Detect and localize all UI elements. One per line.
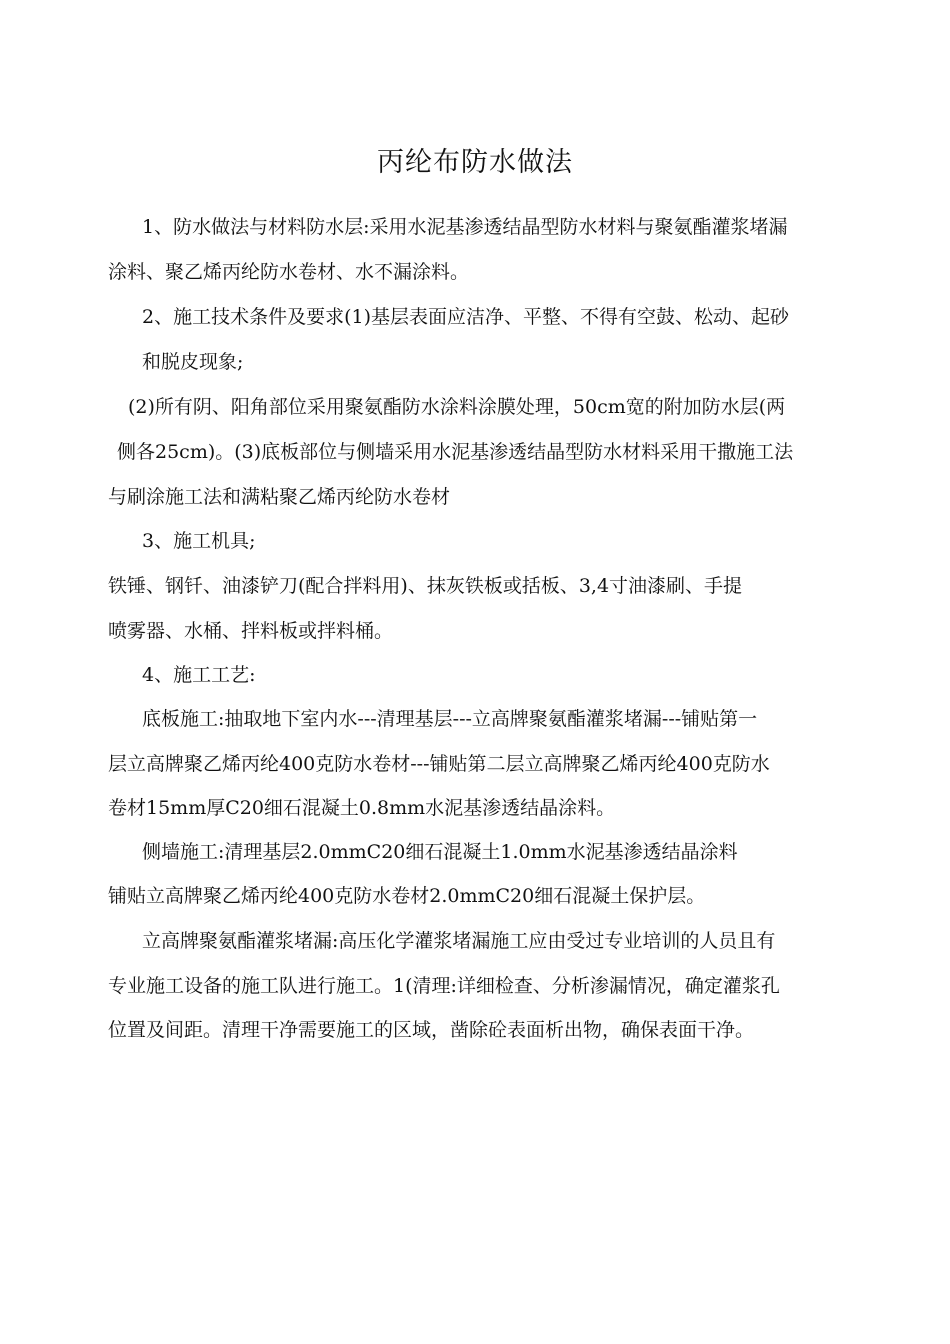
paragraph-line: 2、施工技术条件及要求(1)基层表面应洁净、平整、不得有空鼓、松动、起砂	[142, 306, 790, 328]
paragraph-line: (2)所有阴、阳角部位采用聚氨酯防水涂料涂膜处理，50cm宽的附加防水层(两	[128, 396, 786, 418]
paragraph-line: 专业施工设备的施工队进行施工。1(清理:详细检查、分析渗漏情况，确定灌浆孔	[108, 975, 780, 997]
paragraph-line: 1、防水做法与材料防水层:采用水泥基渗透结晶型防水材料与聚氨酯灌浆堵漏	[142, 216, 788, 238]
paragraph-line: 卷材15mm厚C20细石混凝土0.8mm水泥基渗透结晶涂料。	[108, 797, 616, 819]
paragraph-line: 侧墙施工:清理基层2.0mmC20细石混凝土1.0mm水泥基渗透结晶涂料	[142, 841, 738, 863]
paragraph-line: 喷雾器、水桶、拌料板或拌料桶。	[108, 620, 394, 642]
paragraph-line: 铁锤、钢钎、油漆铲刀(配合拌料用)、抹灰铁板或括板、3,4寸油漆刷、手提	[108, 575, 743, 597]
paragraph-line: 底板施工:抽取地下室内水---清理基层---立高牌聚氨酯灌浆堵漏---铺贴第一	[142, 708, 758, 730]
document-title: 丙纶布防水做法	[377, 147, 573, 178]
paragraph-line: 3、施工机具;	[142, 530, 256, 552]
paragraph-line: 与刷涂施工法和满粘聚乙烯丙纶防水卷材	[108, 486, 451, 508]
paragraph-line: 和脱皮现象;	[142, 351, 244, 373]
paragraph-line: 层立高牌聚乙烯丙纶400克防水卷材---铺贴第二层立高牌聚乙烯丙纶400克防水	[108, 753, 770, 775]
paragraph-line: 4、施工工艺:	[142, 664, 256, 686]
paragraph-line: 立高牌聚氨酯灌浆堵漏:高压化学灌浆堵漏施工应由受过专业培训的人员且有	[142, 930, 776, 952]
paragraph-line: 涂料、聚乙烯丙纶防水卷材、水不漏涂料。	[108, 261, 470, 283]
paragraph-line: 位置及间距。清理干净需要施工的区域，凿除砼表面析出物，确保表面干净。	[108, 1019, 755, 1041]
paragraph-line: 铺贴立高牌聚乙烯丙纶400克防水卷材2.0mmC20细石混凝土保护层。	[108, 885, 706, 907]
paragraph-line: 侧各25cm)。(3)底板部位与侧墙采用水泥基渗透结晶型防水材料采用干撒施工法	[117, 441, 794, 463]
